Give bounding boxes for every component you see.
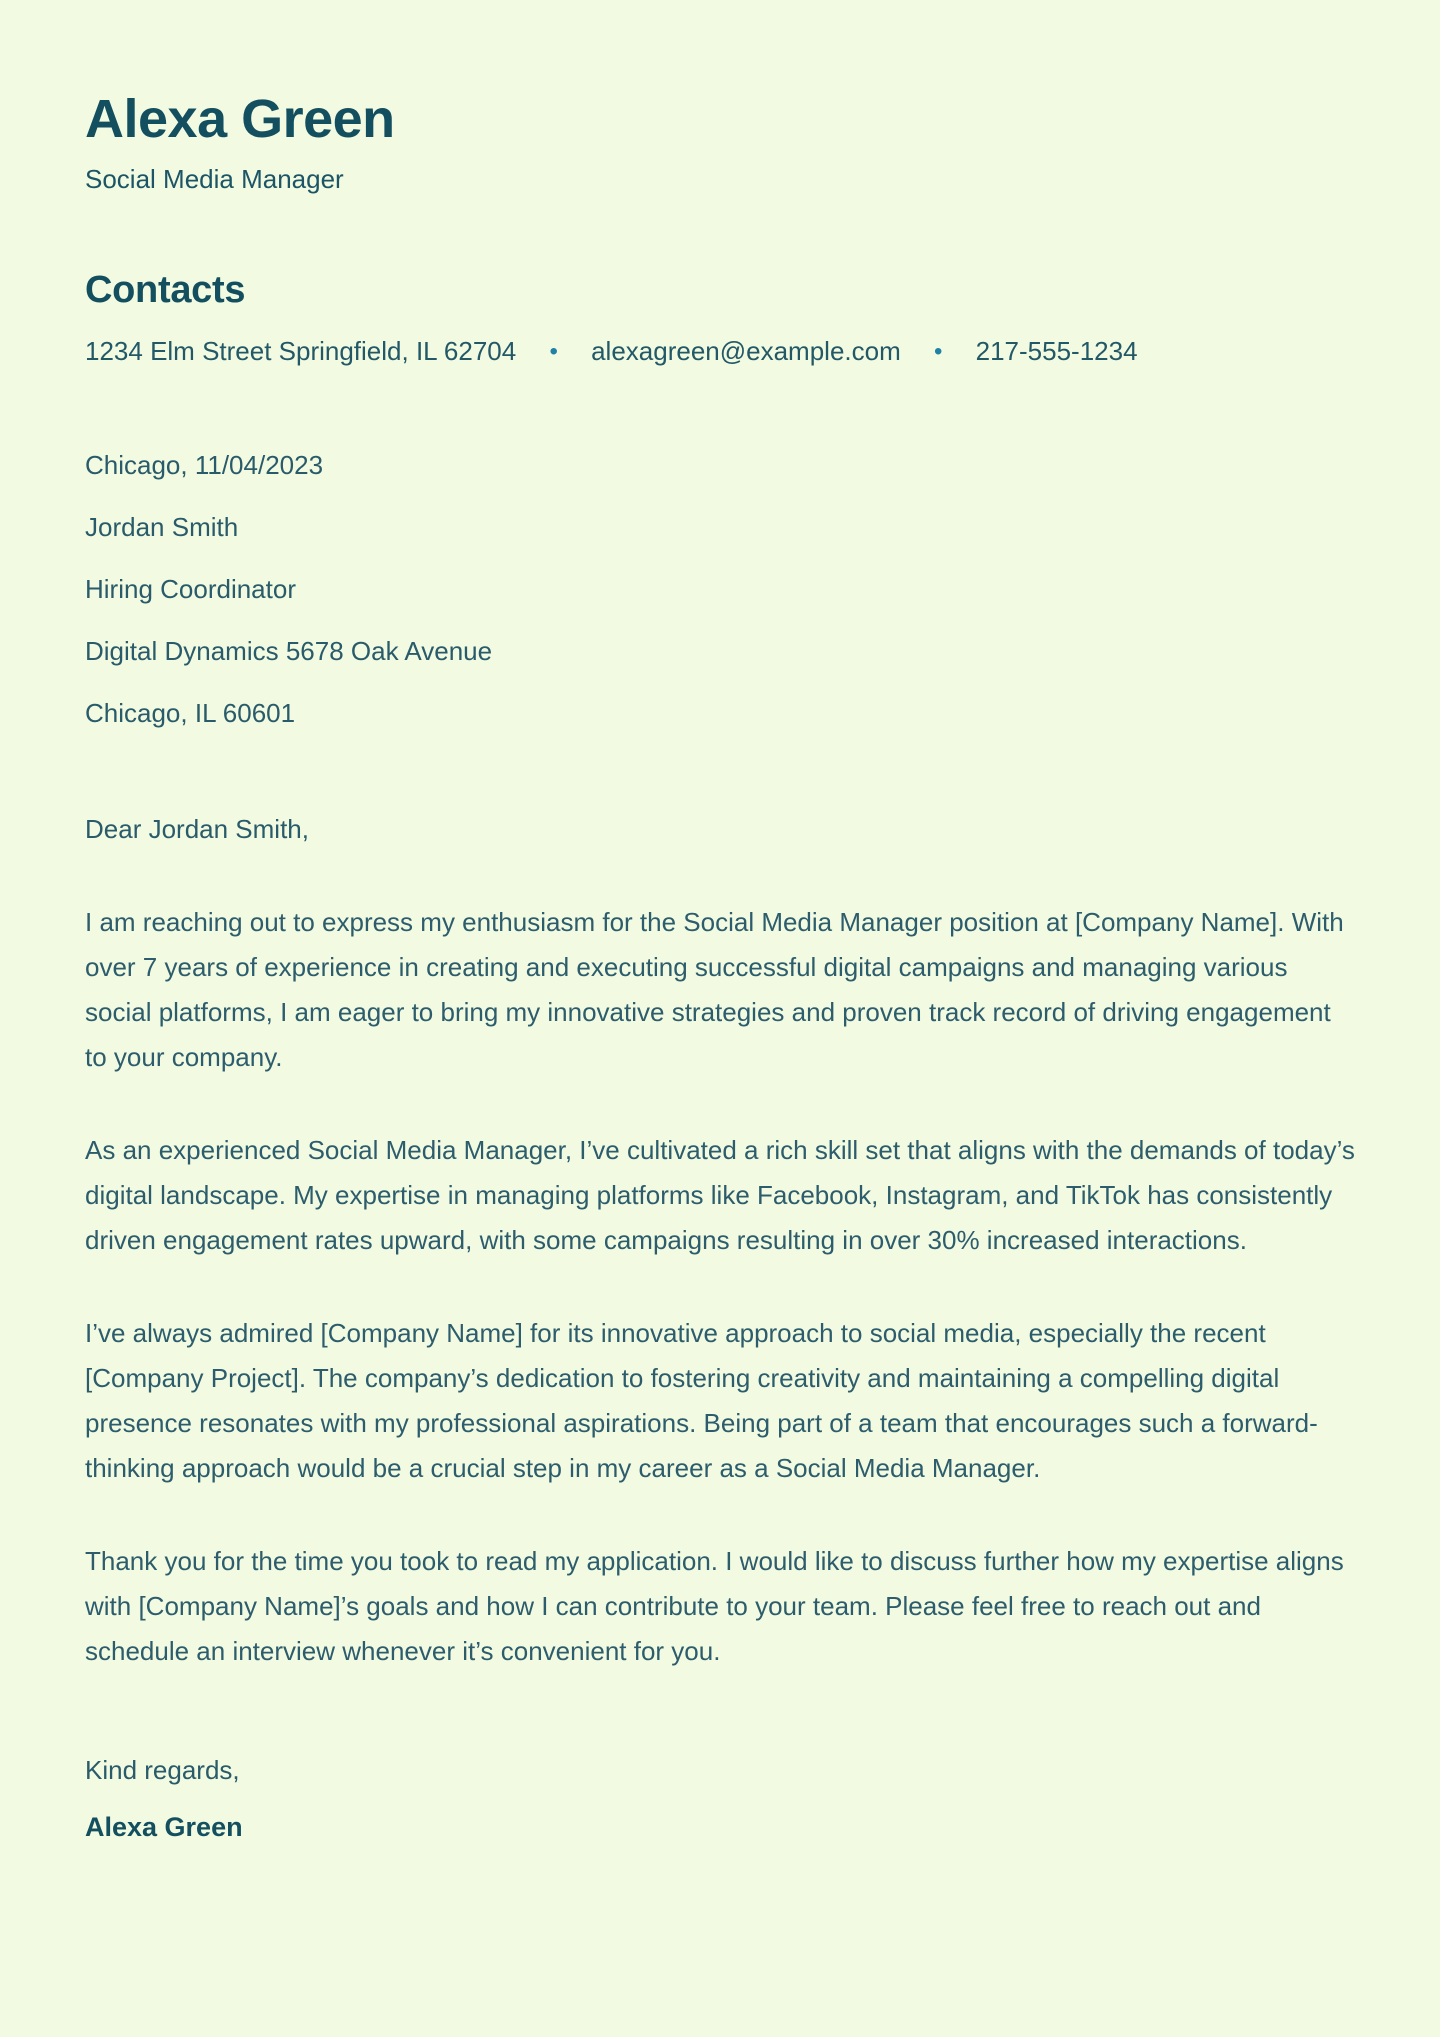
contact-info-line: [85, 334, 1355, 369]
bullet-separator-icon: •: [549, 338, 558, 365]
contacts-heading: Contacts: [85, 269, 246, 311]
greeting: Dear Jordan Smith,: [85, 814, 309, 844]
recipient-name: Jordan Smith: [85, 512, 239, 542]
recipient-company-address: Digital Dynamics 5678 Oak Avenue: [85, 636, 493, 666]
contact-email: alexagreen@example.com: [591, 336, 901, 366]
recipient-role: Hiring Coordinator: [85, 574, 296, 604]
paragraph-thanks: Thank you for the time you took to read my application. I would like to discuss further how my expertise aligns with [Company Name]’s goals and how I can contribute to your team. Please feel free to reach out and schedule an interview whenever it’s convenient for you.: [85, 1546, 1344, 1666]
recipient-city-line: Chicago, IL 60601: [85, 698, 296, 728]
signature-name: Alexa Green: [85, 1812, 243, 1842]
contacts-section: [85, 266, 1355, 369]
closing-line: Kind regards,: [85, 1755, 240, 1785]
paragraph-experience: As an experienced Social Media Manager, I’ve cultivated a rich skill set that aligns with the demands of today’s digital landscape. My expertise in managing platforms like Facebook, Instagram, and TikTok has consistently driven engagement rates upward, with some campaigns resulting in over 30% increased interactions.: [85, 1135, 1355, 1255]
date-location-line: Chicago, 11/04/2023: [85, 450, 324, 480]
letter-header: [85, 88, 1355, 196]
candidate-job-title: Social Media Manager: [85, 164, 344, 194]
contact-phone: 217-555-1234: [975, 336, 1138, 366]
paragraph-company-fit: I’ve always admired [Company Name] for its innovative approach to social media, especially the recent [Company Project]. The company’s dedication to fostering creativity and maintaining a compelling digital presence resonates with my professional aspirations. Being part of a team that encourages such a forward-thinking approach would be a crucial step in my career as a Social Media Manager.: [85, 1318, 1318, 1483]
contact-address: 1234 Elm Street Springfield, IL 62704: [85, 336, 517, 366]
letter-body: [85, 449, 1355, 1850]
paragraph-intro: I am reaching out to express my enthusiasm for the Social Media Manager position at [Company Name]. With over 7 years of experience in creating and executing successful digital campaigns and managing various social platforms, I am eager to bring my innovative strategies and proven track record of driving engagement to your company.: [85, 907, 1344, 1072]
bullet-separator-icon: •: [933, 338, 943, 365]
candidate-name: Alexa Green: [85, 89, 395, 149]
